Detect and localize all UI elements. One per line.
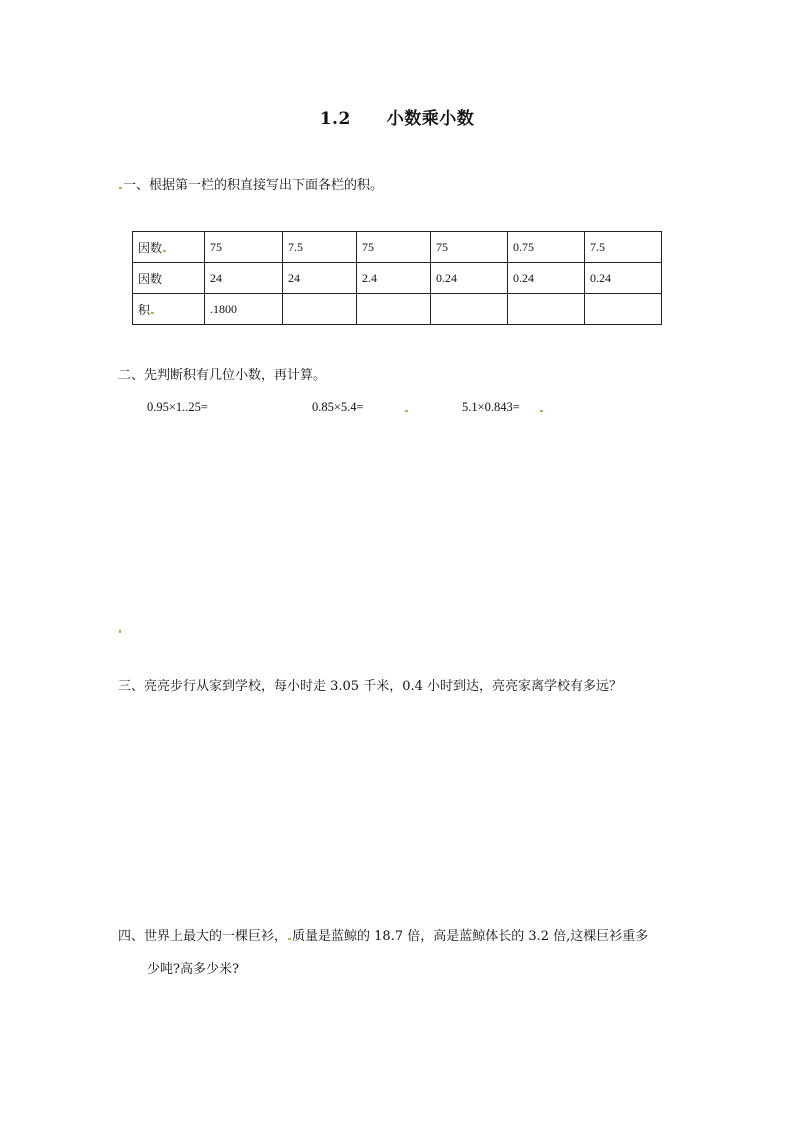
row-label: 积 xyxy=(133,294,205,325)
answer-cell[interactable] xyxy=(585,294,662,325)
table-row xyxy=(133,232,662,263)
answer-cell[interactable] xyxy=(508,294,585,325)
edit-mark-icon xyxy=(119,187,122,189)
section4-heading xyxy=(118,930,648,943)
table-row xyxy=(133,263,662,294)
calc-item-2: 0.85×5.4= xyxy=(312,400,364,414)
row-label: 因数 xyxy=(133,263,205,294)
table-cell: 0.24 xyxy=(431,263,508,294)
table-cell: 0.24 xyxy=(585,263,662,294)
edit-mark-icon xyxy=(405,410,408,412)
table-cell: 24 xyxy=(205,263,283,294)
table-cell: .1800 xyxy=(205,294,283,325)
product-table xyxy=(132,231,662,325)
table-row xyxy=(133,294,662,325)
title-number: 1.2 xyxy=(319,109,351,129)
table-cell: 24 xyxy=(283,263,357,294)
table-cell: 0.24 xyxy=(508,263,585,294)
table-cell: 75 xyxy=(357,232,431,263)
edit-mark-icon xyxy=(288,938,291,940)
table-cell: 2.4 xyxy=(357,263,431,294)
section1-heading xyxy=(118,179,383,192)
page-title xyxy=(0,104,794,129)
row-label: 因数 xyxy=(133,232,205,263)
answer-cell[interactable] xyxy=(431,294,508,325)
title-text: 小数乘小数 xyxy=(386,109,475,129)
section3-heading: 三、亮亮步行从家到学校，每小时走 3.05 千米，0.4 小时到达，亮亮家离学校有多远？ xyxy=(118,679,623,694)
calc-item-1: 0.95×1..25= xyxy=(147,400,208,414)
answer-cell[interactable] xyxy=(283,294,357,325)
edit-mark-icon xyxy=(151,312,154,314)
table-cell: 7.5 xyxy=(283,232,357,263)
table-cell: 75 xyxy=(431,232,508,263)
section1-heading-text: 一、根据第一栏的积直接写出下面各栏的积。 xyxy=(123,178,384,193)
section2-heading: 二、先判断积有几位小数，再计算。 xyxy=(118,368,327,383)
table-cell: 0.75 xyxy=(508,232,585,263)
answer-cell[interactable] xyxy=(357,294,431,325)
section4-text-a: 四、世界上最大的一棵巨衫， xyxy=(118,929,288,944)
edit-mark-icon xyxy=(163,250,166,252)
section4-line2: 少吨?高多少米? xyxy=(147,962,239,977)
section4-text-b: 质量是蓝鲸的 18.7 倍，高是蓝鲸体长的 3.2 倍,这棵巨衫重多 xyxy=(292,929,649,944)
table-cell: 7.5 xyxy=(585,232,662,263)
calc-item-3: 5.1×0.843= xyxy=(462,400,520,414)
edit-mark-icon xyxy=(119,630,121,633)
table-cell: 75 xyxy=(205,232,283,263)
edit-mark-icon xyxy=(540,410,543,412)
